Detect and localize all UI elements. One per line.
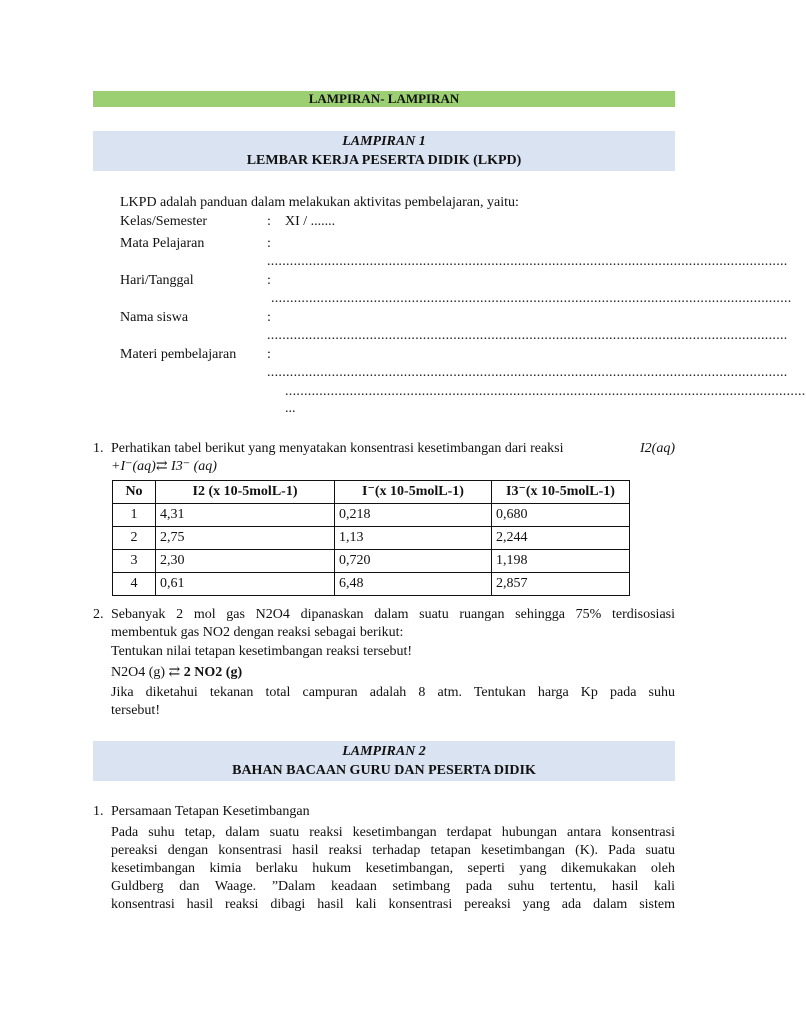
field-label-nama: Nama siswa (120, 310, 189, 325)
question-1-equation-b: +I⁻(aq)⇄ I3⁻ (aq) (111, 459, 217, 474)
table-header-i3-minus: I3⁻(x 10-5molL-1) (492, 481, 630, 504)
field-label-materi: Materi pembelajaran (120, 347, 237, 362)
lampiran-1-banner (93, 131, 675, 171)
question-2-reaction (111, 664, 242, 682)
table-row (113, 550, 630, 573)
field-sep-kelas: : (267, 214, 271, 229)
question-2-line-3: Tentukan nilai tetapan kesetimbangan reaksi tersebut! (111, 644, 413, 659)
table-row (113, 573, 630, 596)
question-1-line-1 (111, 440, 675, 458)
field-label-kelas: Kelas/Semester (120, 214, 208, 229)
question-2-line-2: membentuk gas NO2 dengan reaksi sebagai berikut: (111, 625, 404, 640)
reading-1-number: 1. (93, 804, 104, 819)
reading-1-line-5: konsentrasi hasil reaksi dibagi hasil kali konsentrasi pereaksi yang ada dalam sistem (111, 897, 675, 912)
lkpd-intro: LKPD adalah panduan dalam melakukan aktivitas pembelajaran, yaitu: (120, 195, 519, 210)
table-cell: 0,61 (156, 573, 335, 596)
lampiran-1-label: LAMPIRAN 1 (342, 134, 426, 149)
field-dotline-materi-1: ......................................................................................................................................... (267, 365, 788, 380)
table-cell: 4 (113, 573, 156, 596)
table-cell: 2,30 (156, 550, 335, 573)
table-cell: 2,244 (492, 527, 630, 550)
table-row (113, 504, 630, 527)
field-label-mapel: Mata Pelajaran (120, 236, 205, 251)
question-1-equation-a: I2(aq) (640, 441, 675, 456)
table-row (113, 527, 630, 550)
question-2-line-5: tersebut! (111, 703, 160, 718)
table-cell: 1,198 (492, 550, 630, 573)
table-header-i2: I2 (x 10-5molL-1) (156, 481, 335, 504)
reading-1-line-4: Guldberg dan Waage. ”Dalam keadaan setimbang pada suhu tertentu, hasil kali (111, 879, 675, 894)
field-dotline-materi-end: ... (285, 401, 296, 416)
reading-1-line-3: kesetimbangan kimia berlaku hukum kesetimbangan, seperti yang dikemukakan oleh (111, 861, 675, 876)
table-cell: 1 (113, 504, 156, 527)
table-cell: 0,218 (335, 504, 492, 527)
table-cell: 3 (113, 550, 156, 573)
field-sep-materi: : (267, 347, 271, 362)
field-value-kelas: XI / ....... (285, 214, 336, 229)
table-cell: 2,857 (492, 573, 630, 596)
table-header-row (113, 481, 630, 504)
field-dotline-materi-2: ......................................................................................................................................... (285, 384, 806, 399)
lampiran-header-banner: LAMPIRAN- LAMPIRAN (93, 91, 675, 107)
field-sep-nama: : (267, 310, 271, 325)
lampiran-2-banner (93, 741, 675, 781)
table-cell: 0,680 (492, 504, 630, 527)
field-label-hari: Hari/Tanggal (120, 273, 194, 288)
table-cell: 6,48 (335, 573, 492, 596)
table-header-i-minus: I⁻(x 10-5molL-1) (335, 481, 492, 504)
lampiran-2-title: BAHAN BACAAN GURU DAN PESERTA DIDIK (232, 763, 536, 778)
table-cell: 2,75 (156, 527, 335, 550)
concentration-table (112, 480, 630, 596)
reading-1-line-1: Pada suhu tetap, dalam suatu reaksi kesetimbangan terdapat hubungan antara konsentrasi (111, 825, 675, 840)
table-cell: 2 (113, 527, 156, 550)
table-cell: 0,720 (335, 550, 492, 573)
reaction-left: N2O4 (g) ⇄ (111, 665, 181, 680)
question-1-number: 1. (93, 441, 104, 456)
reading-1-heading: Persamaan Tetapan Kesetimbangan (111, 804, 310, 819)
field-sep-hari: : (267, 273, 271, 288)
reading-1-line-2: pereaksi dengan konsentrasi hasil reaksi terhadap tetapan kesetimbangan (K). Pada suatu (111, 843, 675, 858)
table-cell: 1,13 (335, 527, 492, 550)
field-dotline-mapel: ......................................................................................................................................... (267, 254, 788, 269)
question-2-number: 2. (93, 607, 104, 622)
reaction-right: 2 NO2 (g) (183, 665, 243, 680)
question-1-text: Perhatikan tabel berikut yang menyatakan konsentrasi kesetimbangan dari reaksi (111, 441, 564, 456)
field-dotline-hari: ......................................................................................................................................... (271, 291, 792, 306)
table-header-no: No (113, 481, 156, 504)
question-2-line-4: Jika diketahui tekanan total campuran adalah 8 atm. Tentukan harga Kp pada suhu (111, 685, 675, 700)
lampiran-2-label: LAMPIRAN 2 (342, 744, 426, 759)
lampiran-1-title: LEMBAR KERJA PESERTA DIDIK (LKPD) (246, 153, 522, 168)
question-2-line-1: Sebanyak 2 mol gas N2O4 dipanaskan dalam suatu ruangan sehingga 75% terdisosiasi (111, 607, 675, 622)
field-dotline-nama: ......................................................................................................................................... (267, 328, 788, 343)
field-sep-mapel: : (267, 236, 271, 251)
table-cell: 4,31 (156, 504, 335, 527)
